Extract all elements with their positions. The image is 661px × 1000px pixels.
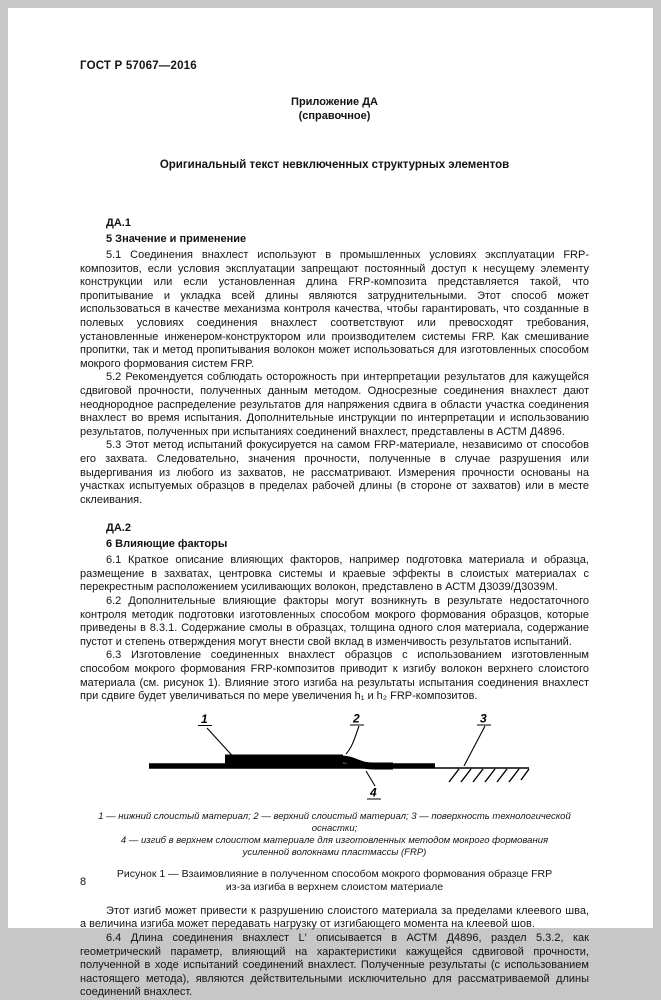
paragraph-6-4: 6.4 Длина соединения внахлест L′ описывается в АСТМ Д4896, раздел 5.3.2, как геометрический параметр, влияющий на характеристики кажущейся сдвиговой прочности, полученной в ходе испытаний соединений внахлест. Полученные результаты (с использованием настоящего метода), являются действительными исключительно для рассматриваемой длины соединений внахлест. [80,932,589,999]
legend-line-2: 4 — изгиб в верхнем слоистом материале для изготовленных методом мокрого формования [120,834,549,846]
callout-3: 3 [479,711,487,726]
paragraph-5-1: 5.1 Соединения внахлест используют в промышленных условиях эксплуатации FRP-композитов, если условия эксплуатации запрещают постоянный доступ к несущему элементу конструкции или если установленная длина FRP-композита представляется такой, что пропитывание и укладка всей длины являются затруднительными. Этот способ может использоваться в качестве механизма контроля качества, чтобы гарантировать, что созданные в полевых условиях соединения внахлест соответствуют или превосходят требования, установленные инженером-конструктором или производителем системы FRP. Как смешивание пропитки, так и метод пропитывания волокон может использоваться для изготовленных способом мокрого формования систем FRP. [80,249,589,370]
document-page [8,8,653,999]
leader-4 [366,771,375,786]
section-da1 [80,217,589,507]
paragraph-5-2: 5.2 Рекомендуется соблюдать осторожность при интерпретации результатов для кажущейся сдвиговой прочности, полученных данным методом. Односрезные соединения внахлест дают неоднородное распределение результатов для напряжения сдвига в области участка соединения внахлест во время испытания. Дополнительные инструкции по интерпретации и использованию результатов, полученных при испытаниях соединений внахлест, представлены в АСТМ Д4896. [80,371,589,438]
section-da2-heading: 6 Влияющие факторы [106,538,228,551]
annex-label: Приложение ДА [291,96,378,108]
callout-4: 4 [369,785,377,800]
paragraph-6-2: 6.2 Дополнительные влияющие факторы могут возникнуть в результате недостаточного контроля методик подготовки изготовленных способом мокрого формования образцов, которые приведены в 8.3.1. Содержание смолы в образцах, толщина одного слоя материала, содержание пустот и степень отверждения могут внести свой вклад в изменчивость результатов испытаний. [80,595,589,648]
leader-3 [464,726,485,766]
page-title: Оригинальный текст невключенных структурных элементов [159,159,510,171]
paragraph-bend-effect: Этот изгиб может привести к разрушению слоистого материала за пределами клеевого шва, а величина изгиба может передавать нагрузку от изгибающего момента на клеевой шов. [80,904,589,931]
leader-1 [207,728,238,762]
figure-caption [80,868,589,894]
figure-legend [80,811,589,859]
page-number: 8 [80,876,87,888]
lap-joint-diagram [135,709,535,809]
paragraph-6-3: 6.3 Изготовление соединенных внахлест образцов с использованием изготовленным способом мокрого формования FRP-композитов приводит к изгибу волокон верхнего слоистого материала (см. рисунок 1). Влияние этого изгиба на результаты испытания соединения внахлест при сдвиге будет увеличиваться по мере увеличения h₁ и h₂ FRP-композитов. [80,649,589,703]
legend-line-1: 1 — нижний слоистый материал; 2 — верхний слоистый материал; 3 — поверхность технологической оснастки; [98,810,571,834]
legend-line-3: усиленной волокнами пластмассы (FRP) [242,846,427,858]
leader-2 [346,726,359,754]
paragraph-6-1: 6.1 Краткое описание влияющих факторов, например подготовка материала и образца, размещение в захватах, центровка системы и краевые эффекты в слоистых материалах с перекрестным расположением усиливающих волокон, представлено в АСТМ Д3039/Д3039М. [80,554,589,594]
closing-text [80,905,589,1000]
section-da1-label: ДА.1 [106,217,131,229]
callout-1: 1 [200,711,208,726]
tooling-hatching [449,769,529,782]
paragraph-5-3: 5.3 Этот метод испытаний фокусируется на самом FRP-материале, независимо от способов его захвата. Следовательно, значения прочности, полученные в случае разрушения или выдергивания из любого из захватов, не рассматривают. Измерения прочности основаны на участках испытуемых образцов в пределах рабочей длины (в стороне от захватов) или в месте склеивания. [80,439,589,506]
figure-1 [80,709,589,894]
caption-line-1: Рисунок 1 — Взаимовлияние в полученном способом мокрого формования образце FRP [116,867,553,880]
section-da2 [80,522,589,704]
doc-number: ГОСТ Р 57067—2016 [80,60,197,72]
caption-line-2: из-за изгиба в верхнем слоистом материале [225,880,444,893]
section-da2-label: ДА.2 [106,522,131,535]
annex-header [80,96,589,123]
callout-2: 2 [352,711,360,726]
section-da1-heading: 5 Значение и применение [106,233,247,245]
annex-type: (справочное) [298,109,371,122]
